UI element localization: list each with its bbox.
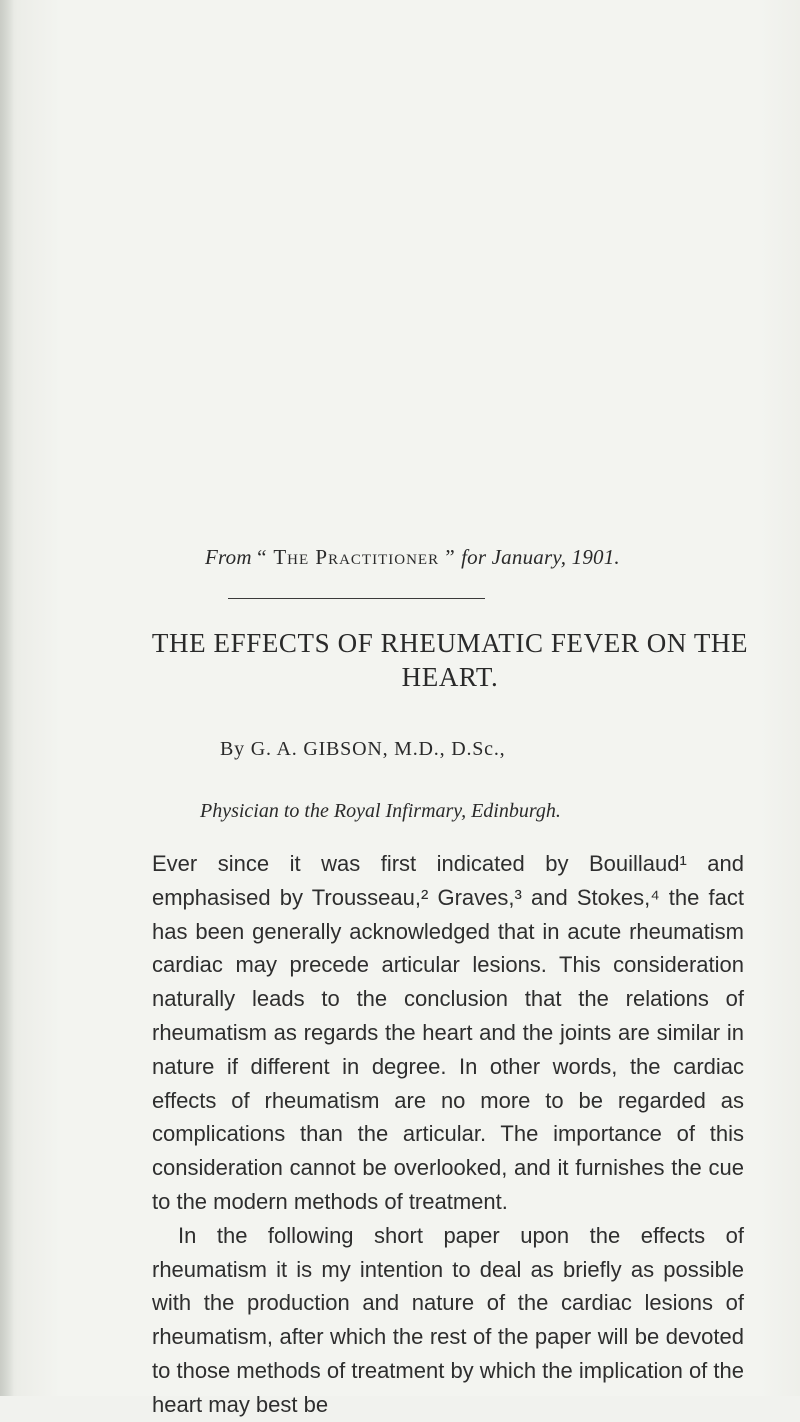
article-title: THE EFFECTS OF RHEUMATIC FEVER ON THE HEART. bbox=[151, 628, 749, 692]
source-issue: for January, 1901. bbox=[461, 545, 620, 569]
source-from: From bbox=[205, 545, 252, 569]
source-line bbox=[205, 545, 725, 570]
paragraph: In the following short paper upon the effects of rheumatism it is my intention to deal as briefly as possible with the production and nature of the cardiac lesions of rheumatism, after which the rest of the paper will be devoted to those methods of treatment by which the implication of the heart may best be bbox=[152, 1222, 744, 1417]
page-edge-shadow bbox=[0, 0, 14, 1396]
article-body bbox=[152, 847, 744, 1422]
paragraph: Ever since it was first indicated by Bouillaud¹ and emphasised by Trousseau,² Graves,³ and Stokes,⁴ the fact has been generally acknowledged that in acute rheumatism cardiac may precede articular lesions. This consideration naturally leads to the conclusion that the relations of rheumatism as regards the heart and the joints are similar in nature if different in degree. In other words, the cardiac effects of rheumatism are no more to be regarded as complications than the articular. The importance of this consideration cannot be overlooked, and it furnishes the cue to the modern methods of treatment. bbox=[152, 851, 744, 1214]
article-affiliation: Physician to the Royal Infirmary, Edinburgh. bbox=[200, 800, 561, 822]
title-divider bbox=[228, 598, 485, 599]
article-byline: By G. A. GIBSON, M.D., D.Sc., bbox=[220, 738, 506, 760]
source-journal: “ The Practitioner ” bbox=[257, 545, 456, 569]
